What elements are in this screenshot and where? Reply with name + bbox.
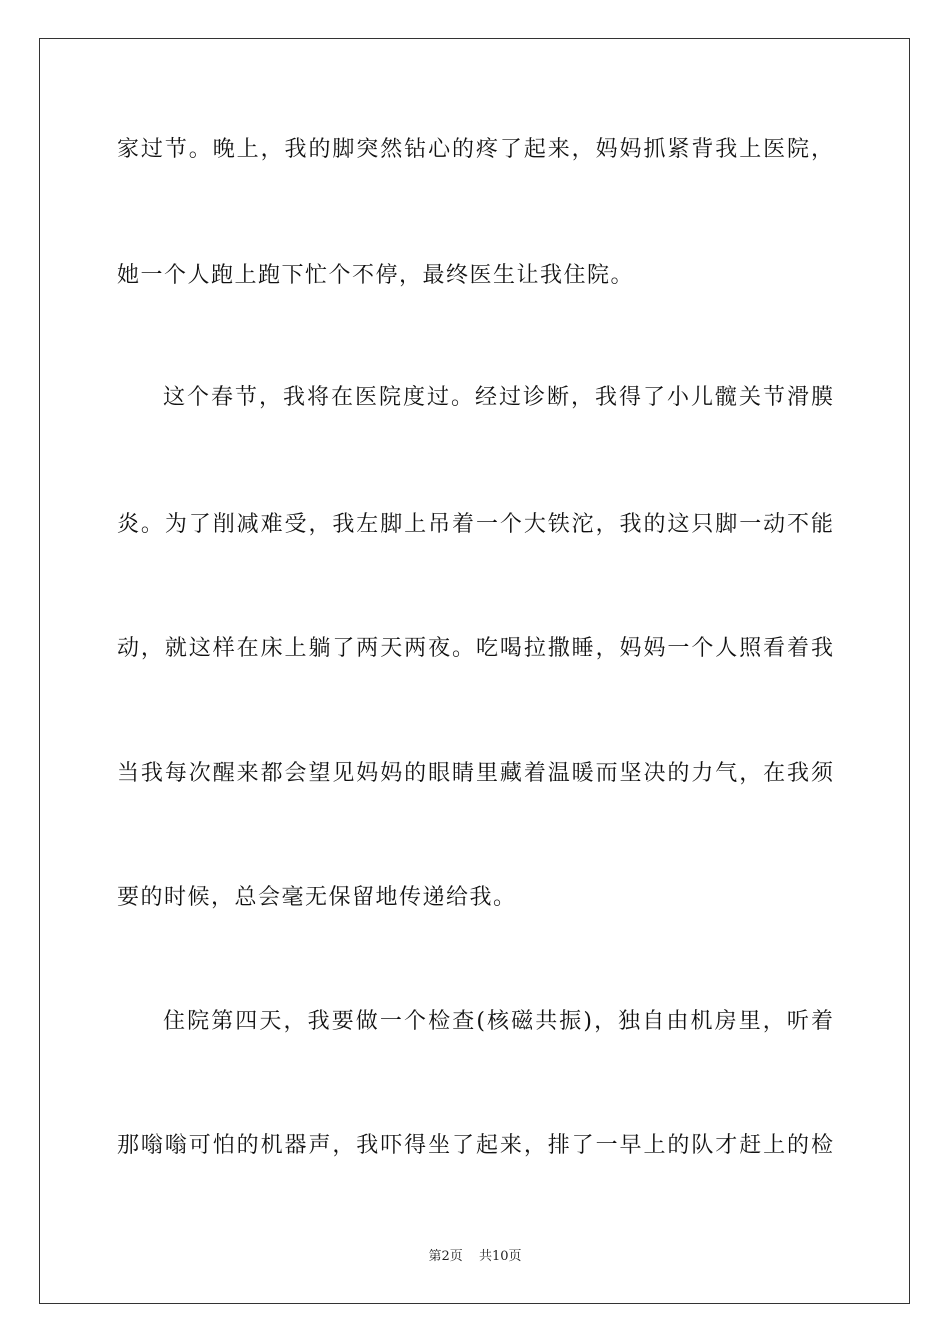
text-line: 动，就这样在床上躺了两天两夜。吃喝拉撒睡，妈妈一个人照看着我 — [117, 636, 833, 661]
page-footer — [0, 1248, 950, 1266]
text-line: 她一个人跑上跑下忙个不停，最终医生让我住院。 — [117, 263, 635, 288]
text-line: 当我每次醒来都会望见妈妈的眼睛里藏着温暖而坚决的力气，在我须 — [117, 761, 833, 786]
page-border — [39, 38, 910, 1304]
paragraph-start-line: 这个春节，我将在医院度过。经过诊断，我得了小儿髋关节滑膜 — [163, 385, 833, 410]
text-line: 炎。为了削减难受，我左脚上吊着一个大铁沱，我的这只脚一动不能 — [117, 512, 833, 537]
text-line: 要的时候，总会毫无保留地传递给我。 — [117, 885, 517, 910]
page-number-current: 第2页 — [428, 1249, 463, 1264]
paragraph-start-line: 住院第四天，我要做一个检查(核磁共振)，独自由机房里，听着 — [163, 1009, 833, 1034]
text-line: 那嗡嗡可怕的机器声，我吓得坐了起来，排了一早上的队才赶上的检 — [117, 1133, 833, 1158]
text-line: 家过节。晚上，我的脚突然钻心的疼了起来，妈妈抓紧背我上医院， — [117, 137, 833, 162]
page-number-total: 共10页 — [478, 1249, 522, 1264]
